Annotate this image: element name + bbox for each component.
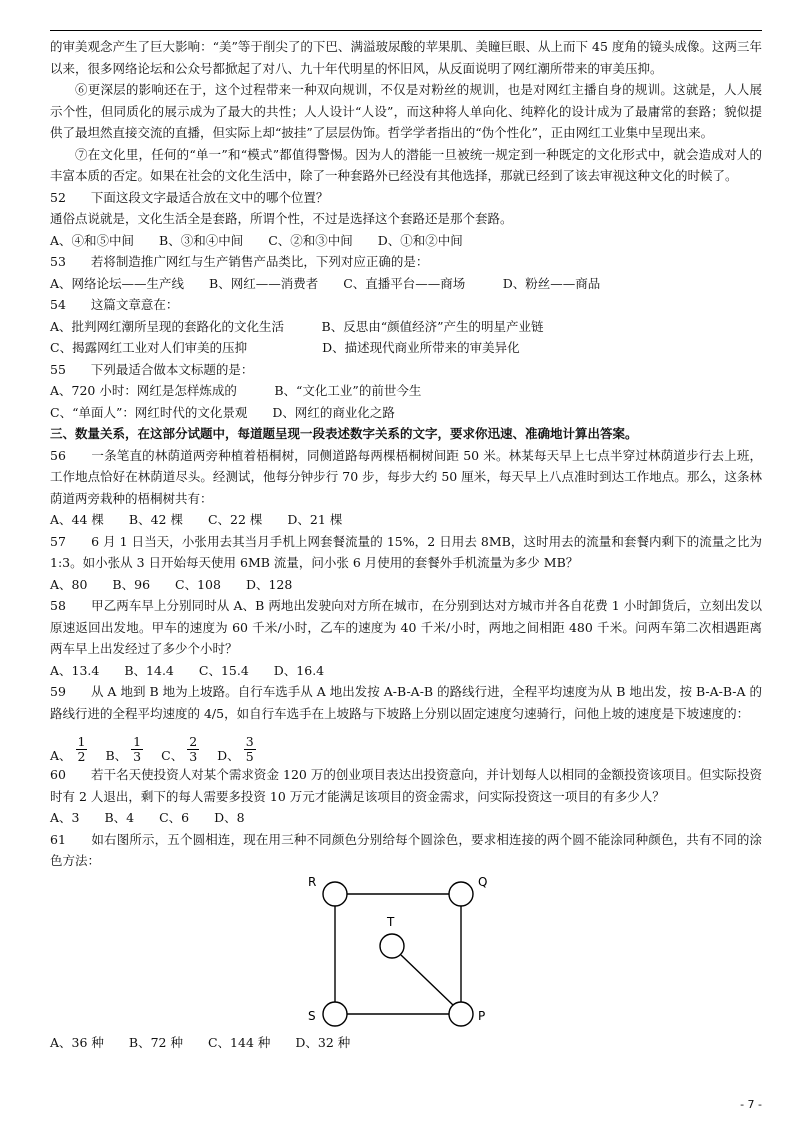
numerator: 2 [189,734,198,749]
question-55-stem: 55 下列最适合做本文标题的是： [50,361,254,377]
option-d [217,735,255,764]
denominator: 5 [245,749,254,764]
option-c [161,735,199,764]
label-q: Q [478,874,488,889]
question-54-stem: 54 这篇文章意在： [50,297,179,312]
paragraph-5-end: 的审美观念产生了巨大影响：“美”等于削尖了的下巴、满溢玻尿酸的苹果肌、美瞳巨眼、从上而下 45 度角的镜头成像。这两三年以来，很多网络论坛和公众号都掀起了对八、九十年代明星的怀旧风，从反面说明了网红潮所带来的审美压抑。 [50,39,762,76]
question-61-stem: 61 如右图所示，五个圆相连，现在用三种不同颜色分别给每个圆涂色，要求相连接的两个圆不能涂同种颜色，共有不同的涂色方法： [50,831,762,868]
fraction [131,735,143,764]
circle-diagram [50,872,762,1032]
section-title: 三、数量关系，在这部分试题中，每道题呈现一段表述数字关系的文字，要求你迅速、准确地计算出答案。 [50,426,638,441]
question-52-quote: 通俗点说就是，文化生活全是套路，所谓个性，不过是选择这个套路还是那个套路。 [50,211,513,226]
question-58-options: A、13.4 B、14.4 C、15.4 D、16.4 [50,662,325,678]
circle-t [380,934,404,958]
question-52-stem: 52 下面这段文字最适合放在文中的哪个位置？ [50,189,329,205]
question-60-options: A、3 B、4 C、6 D、8 [50,810,245,825]
question-57-stem: 57 6 月 1 日当天，小张用去其当月手机上网套餐流量的 15%，2 日用去 8MB，这时用去的流量和套餐内剩下的流量之比为 1:3。如小张从 3 日开始每天使用 6MB 流量，问小张 6 月使用的套餐外手机流量为多少 MB？ [50,533,762,570]
question-59-options [50,724,762,764]
denominator: 2 [77,749,86,764]
numerator: 3 [245,734,254,749]
option-letter: A、 [50,748,72,763]
question-58-stem: 58 甲乙两车早上分别同时从 A、B 两地出发驶向对方所在城市，在分别到达对方城市并各自花费 1 小时卸货后，立刻出发以原速返回出发地。甲车的速度为 60 千米/小时，乙车的速度为 40 千米/小时，两地之间相距 480 千米。问两车第二次相遇距离两车早上出发经过了多少个小时？ [50,598,762,656]
question-55-options-ab: A、720 小时：网红是怎样炼成的 B、“文化工业”的前世今生 [50,383,422,398]
option-letter: D、 [217,748,240,763]
numerator: 1 [133,734,142,749]
question-54-options-ab: A、批判网红潮所呈现的套路化的文化生活 B、反思由“颜值经济”产生的明星产业链 [50,318,544,334]
fraction [76,735,88,764]
fraction [244,735,256,764]
question-60-stem: 60 若干名天使投资人对某个需求资金 120 万的创业项目表达出投资意向，并计划每人以相同的金额投资该项目。但实际投资时有 2 人退出，剩下的每人需要多投资 10 万元才能满足该项目的资金需求，问实际投资这一项目的有多少人？ [50,767,762,804]
question-59-stem: 59 从 A 地到 B 地为上坡路。自行车选手从 A 地出发按 A-B-A-B 的路线行进，全程平均速度为从 B 地出发，按 B-A-B-A 的路线行进的全程平均速度的 4/5，如自行车选手在上坡路与下坡路上分别以固定速度匀速骑行，问他上坡的速度是下坡速度的： [50,684,762,721]
top-rule [50,30,762,31]
question-61-options: A、36 种 B、72 种 C、144 种 D、32 种 [50,1034,351,1050]
question-57-options: A、80 B、96 C、108 D、128 [50,576,293,592]
question-53-stem: 53 若将制造推广网红与生产销售产品类比，下列对应正确的是： [50,254,429,269]
option-a [50,735,87,764]
paragraph-7: ⑦在文化里，任何的“单一”和“模式”都值得警惕。因为人的潜能一旦被统一规定到一种既定的文化形式中，就会造成对人的丰富本质的否定。如果在社会的文化生活中，除了一种套路外已经没有其他选择，那就已经到了该去审视这种文化的时候了。 [50,146,762,183]
numerator: 1 [77,734,86,749]
option-letter: C、 [161,748,184,763]
edge-t-p [401,955,453,1005]
label-s: S [308,1008,316,1023]
circle-r [323,882,347,906]
document-page [50,36,762,1053]
question-54-options-cd: C、揭露网红工业对人们审美的压抑 D、描述现代商业所带来的审美异化 [50,340,520,355]
question-55-options-cd: C、“单面人”：网红时代的文化景观 D、网红的商业化之路 [50,404,395,420]
label-r: R [308,874,317,889]
question-52-options: A、④和⑤中间 B、③和④中间 C、②和③中间 D、①和②中间 [50,232,463,248]
denominator: 3 [133,749,142,764]
circle-s [323,1002,347,1026]
page-number: - 7 - [740,1098,762,1111]
label-p: P [478,1008,486,1023]
circle-p [449,1002,473,1026]
denominator: 3 [189,749,198,764]
option-b [105,735,143,764]
question-53-options: A、网络论坛——生产线 B、网红——消费者 C、直播平台——商场 D、粉丝——商品 [50,275,601,291]
circle-q [449,882,473,906]
label-t: T [387,914,395,929]
fraction [187,735,199,764]
option-letter: B、 [105,748,128,763]
question-56-options: A、44 棵 B、42 棵 C、22 棵 D、21 棵 [50,512,343,527]
question-56-stem: 56 一条笔直的林荫道两旁种植着梧桐树，同侧道路每两棵梧桐树间距 50 米。林某每天早上七点半穿过林荫道步行去上班，工作地点恰好在林荫道尽头。经测试，他每分钟步行 70 步，每步大约 50 厘米，每天早上八点准时到达工作地点。那么，这条林荫道两旁栽种的梧桐树共有： [50,447,762,506]
paragraph-6: ⑥更深层的影响还在于，这个过程带来一种双向规训，不仅是对粉丝的规训，也是对网红主播自身的规训。这就是，人人展示个性，但同质化的展示成为了最大的共性；人人设计“人设”，而这种将人单向化、纯粹化的设计成为了最庸常的套路；貌似提供了最坦然直接交流的直播，但实际上却“披挂”了层层伪饰。哲学学者指出的“伪个性化”，正由网红工业集中呈现出来。 [50,82,762,140]
circle-graph-svg [300,872,510,1032]
